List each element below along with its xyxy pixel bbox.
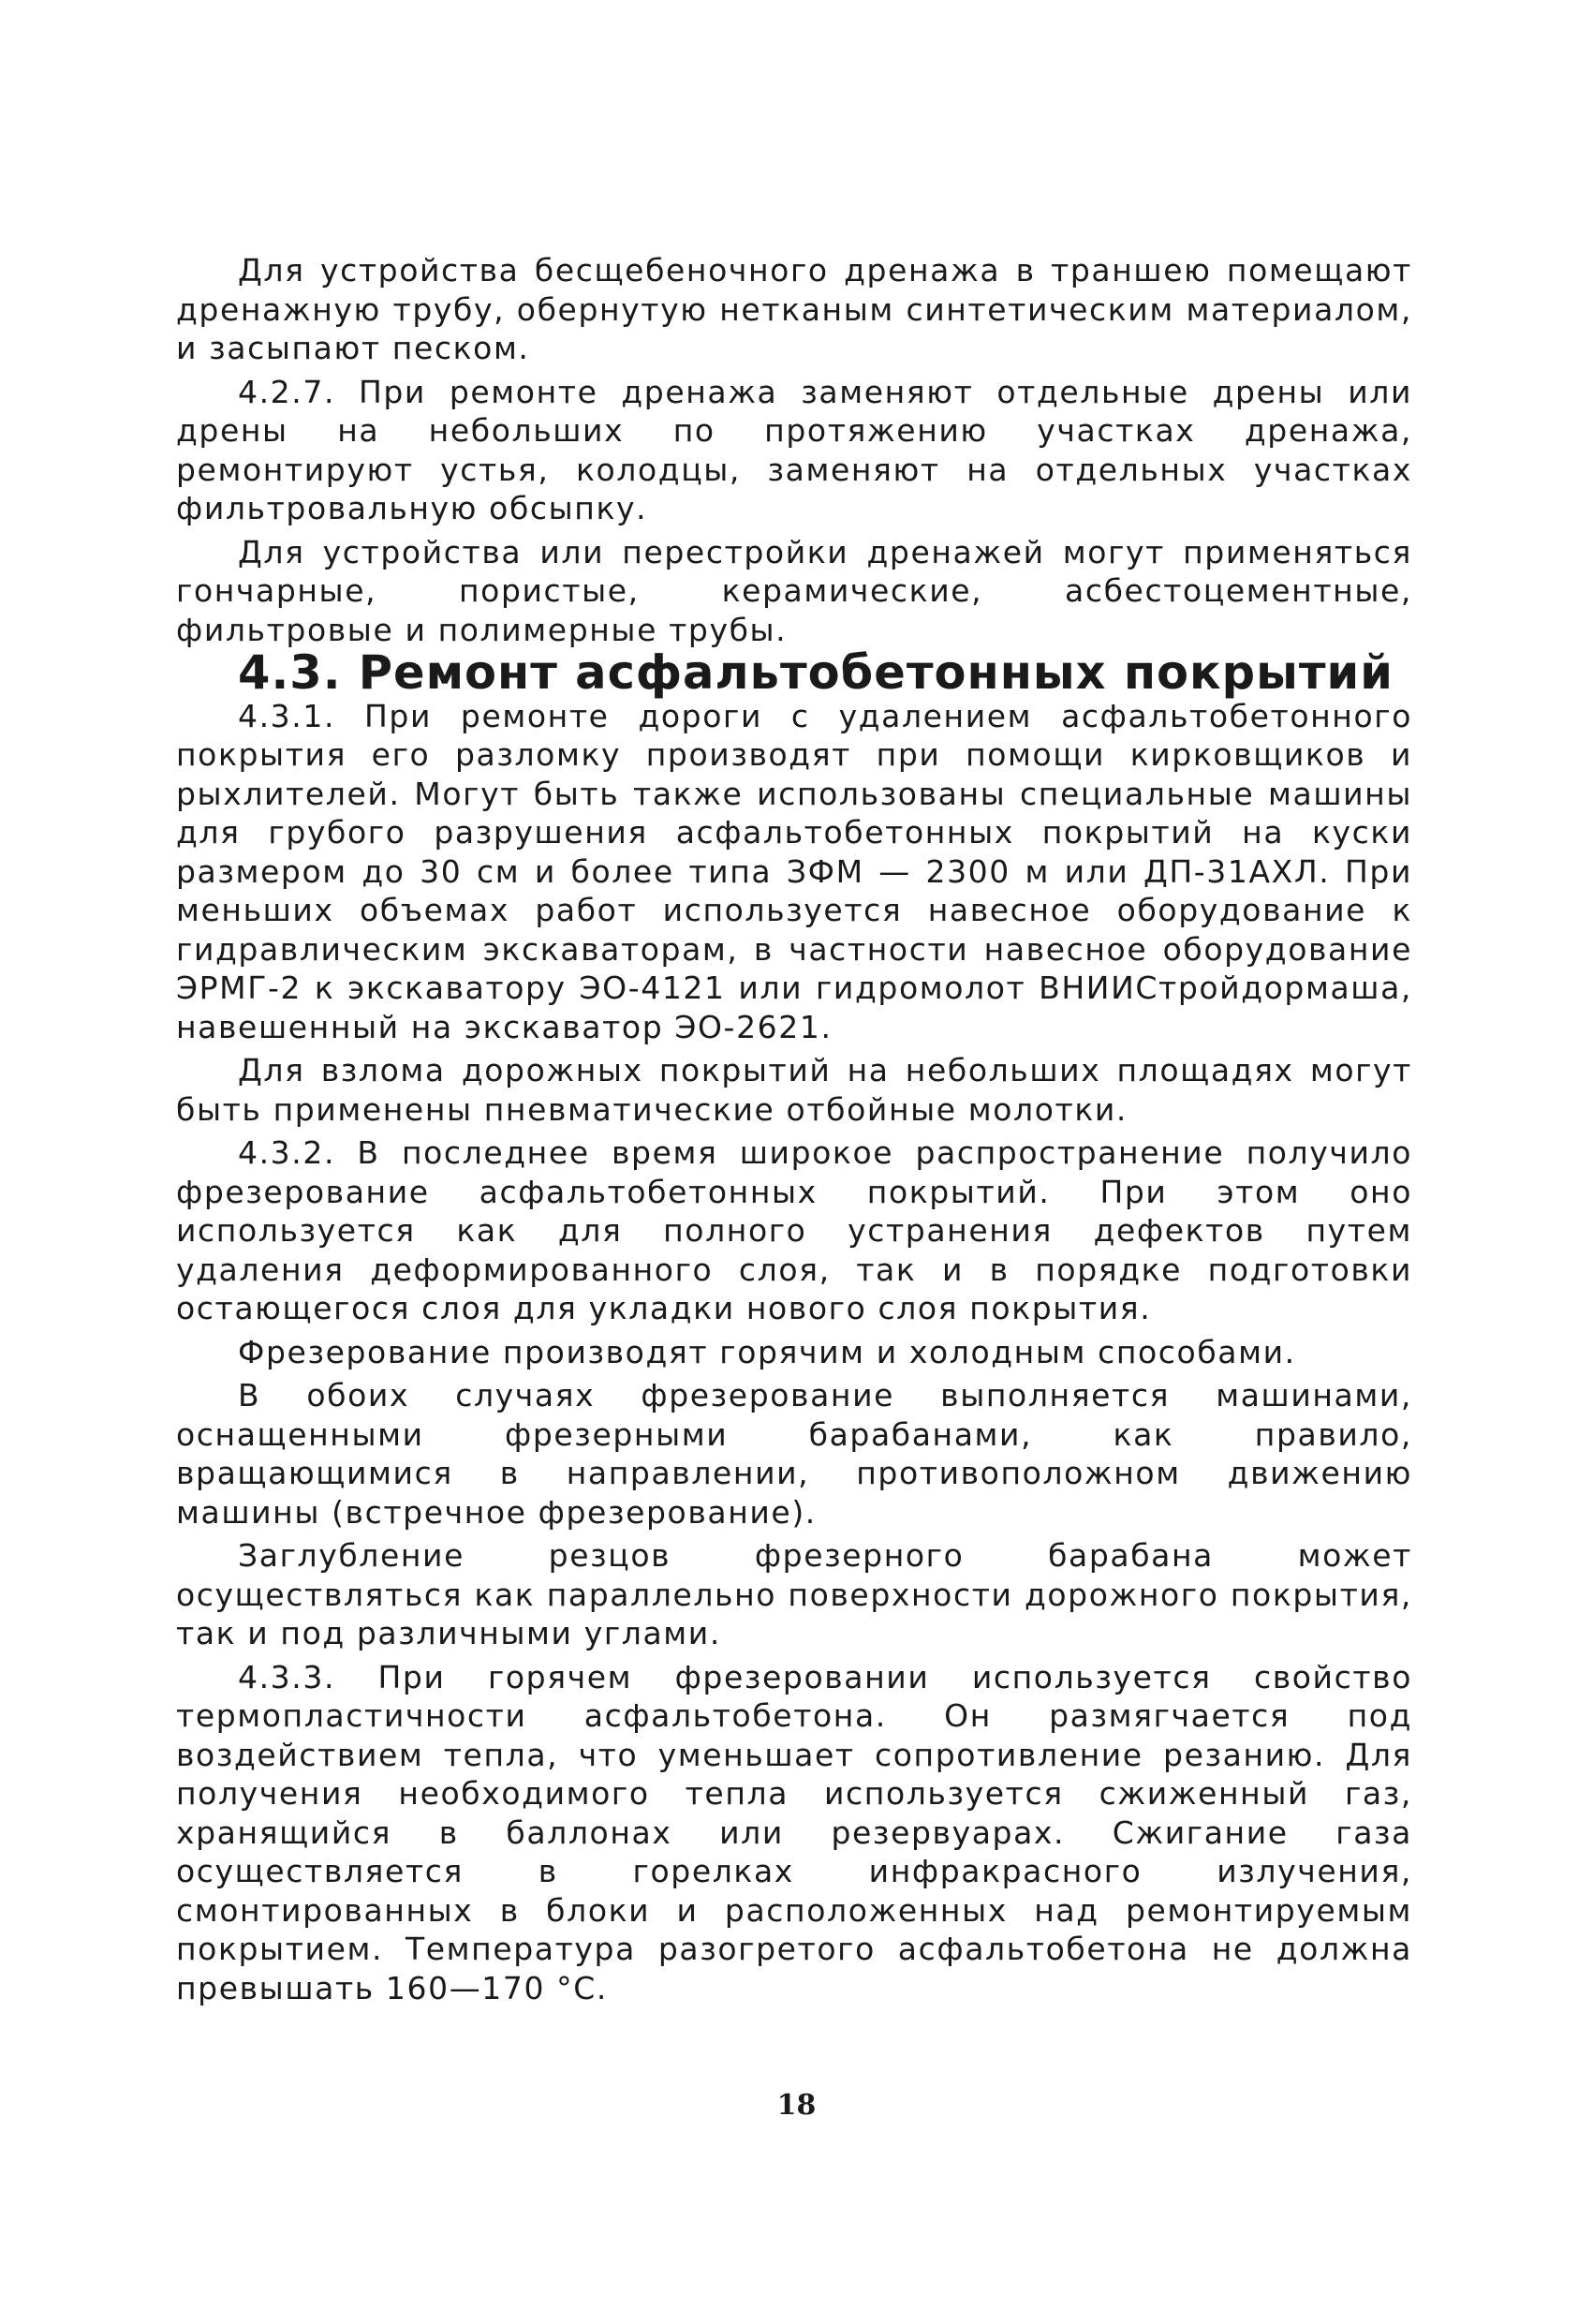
- paragraph-4-3-1: 4.3.1. При ремонте дороги с удалением асфальтобетонного покрытия его разломку производят при помощи кирковщиков и рыхлителей. Могут быть также использованы специальные машины для грубого разрушения асфальтобетонных покрытий на куски размером до 30 см и более типа ЗФМ — 2300 м или ДП-31АХЛ. При меньших объемах работ используется навесное оборудование к гидравлическим экскаваторам, в частности навесное оборудование ЭРМГ-2 к экскаватору ЭО-4121 или гидромолот ВНИИСтройдормаша, навешенный на экскаватор ЭО-2621.: [176, 697, 1412, 1045]
- paragraph-4-2-7: 4.2.7. При ремонте дренажа заменяют отдельные дрены или дрены на небольших по протяжению участках дренажа, ремонтируют устья, колодцы, заменяют на отдельных участках фильтровальную обсыпку.: [176, 373, 1412, 526]
- paragraph-drainage-pipes-types: Для устройства или перестройки дренажей могут применяться гончарные, пористые, керамические, асбестоцементные, фильтровые и полимерные трубы.: [176, 533, 1412, 648]
- paragraph-4-3-2: 4.3.2. В последнее время широкое распространение получило фрезерование асфальтобетонных покрытий. При этом оно используется как для полного устранения дефектов путем удаления деформированного слоя, так и в порядке подготовки остающегося слоя для укладки нового слоя покрытия.: [176, 1134, 1412, 1326]
- paragraph-cutter-depth: Заглубление резцов фрезерного барабана может осуществляться как параллельно поверхности дорожного покрытия, так и под различными углами.: [176, 1537, 1412, 1651]
- paragraph-milling-methods: Фрезерование производят горячим и холодным способами.: [238, 1333, 1296, 1370]
- paragraph-milling-drums: В обоих случаях фрезерование выполняется машинами, оснащенными фрезерными барабанами, как правило, вращающимися в направлении, противоположном движению машины (встречное фрезерование).: [176, 1377, 1412, 1531]
- page-body: [176, 251, 1412, 2012]
- paragraph-4-3-3: 4.3.3. При горячем фрезеровании используется свойство термопластичности асфальтобетона. Он размягчается под воздействием тепла, что уменьшает сопротивление резанию. Для получения необходимого тепла используется сжиженный газ, хранящийся в баллонах или резервуарах. Сжигание газа осуществляется в горелках инфракрасного излучения, смонтированных в блоки и расположенных над ремонтируемым покрытием. Температура разогретого асфальтобетона не должна превышать 160—170 °С.: [176, 1658, 1412, 2006]
- section-heading-4-3: 4.3. Ремонт асфальтобетонных покрытий: [238, 645, 1394, 700]
- paragraph-drainage-pipe: Для устройства бесщебеночного дренажа в траншею помещают дренажную трубу, обернутую нетканым синтетическим материалом, и засыпают песком.: [176, 252, 1412, 366]
- page-number: 18: [776, 2089, 817, 2122]
- paragraph-pneumatic-hammers: Для взлома дорожных покрытий на небольших площадях могут быть применены пневматические отбойные молотки.: [176, 1052, 1412, 1128]
